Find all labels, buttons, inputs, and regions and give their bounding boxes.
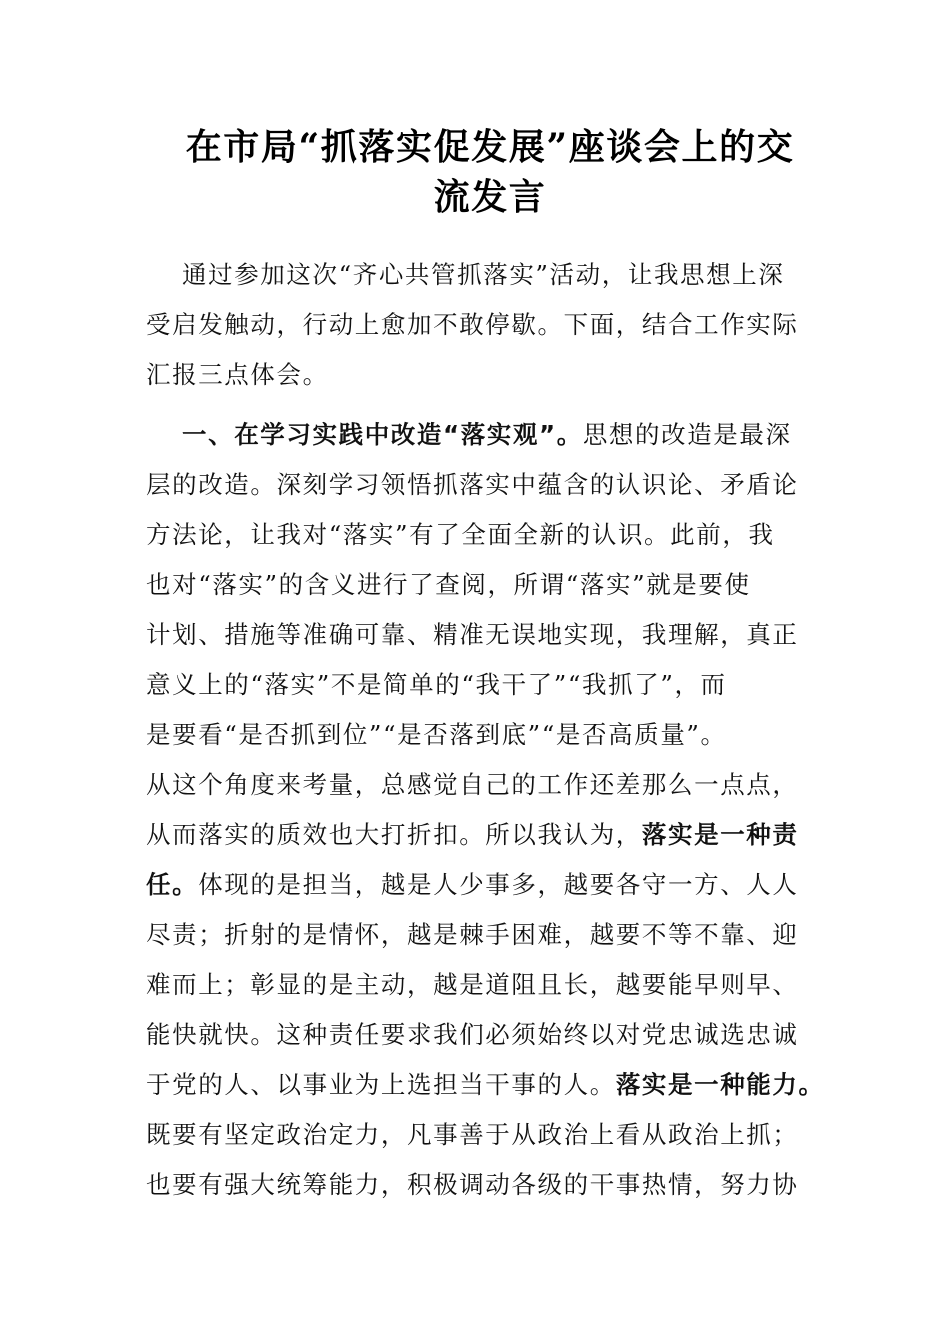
text-run: 思想的改造是最深 <box>582 420 792 449</box>
section-1-paragraph <box>146 410 826 1210</box>
text-line: 层的改造。深刻学习领悟抓落实中蕴含的认识论、矛盾论 <box>146 470 799 499</box>
document-body <box>146 250 826 1210</box>
bold-key-phrase: 任。 <box>146 870 199 899</box>
text-line: 也要有强大统筹能力，积极调动各级的干事热情，努力协 <box>146 1170 799 1199</box>
bold-key-phrase: 落实是一种能力。 <box>615 1070 825 1099</box>
text-line: 尽责；折射的是情怀，越是棘手困难，越要不等不靠、迎 <box>146 920 799 949</box>
text-line <box>146 860 826 910</box>
text-run: 于党的人、以事业为上选担当干事的人。 <box>146 1070 616 1099</box>
document-title <box>150 122 830 222</box>
text-line: 从这个角度来考量，总感觉自己的工作还差那么一点点， <box>146 770 799 799</box>
text-line: 计划、措施等准确可靠、精准无误地实现，我理解，真正 <box>146 620 799 649</box>
text-line: 既要有坚定政治定力，凡事善于从政治上看从政治上抓； <box>146 1120 799 1149</box>
text-line: 难而上；彰显的是主动，越是道阻且长，越要能早则早、 <box>146 970 799 999</box>
title-line: 在市局“抓落实促发展”座谈会上的交 <box>185 126 795 168</box>
section-heading: 一、在学习实践中改造“落实观”。 <box>182 420 583 449</box>
bold-key-phrase: 落实是一种责 <box>641 820 799 849</box>
text-line: 意义上的“落实”不是简单的“我干了”“我抓了”，而 <box>146 670 727 699</box>
title-line: 流发言 <box>433 176 547 218</box>
text-line: 方法论，让我对“落实”有了全面全新的认识。此前，我 <box>146 520 775 549</box>
text-line: 是要看“是否抓到位”“是否落到底”“是否高质量”。 <box>146 720 727 749</box>
text-line <box>146 1060 826 1110</box>
text-line: 能快就快。这种责任要求我们必须始终以对党忠诚选忠诚 <box>146 1020 799 1049</box>
text-line: 通过参加这次“齐心共管抓落实”活动，让我思想上深 <box>182 260 785 289</box>
text-line <box>146 410 826 460</box>
text-line: 也对“落实”的含义进行了查阅，所谓“落实”就是要使 <box>146 570 751 599</box>
intro-paragraph <box>146 250 826 400</box>
text-line: 受启发触动，行动上愈加不敢停歇。下面，结合工作实际 <box>146 310 799 339</box>
text-run: 从而落实的质效也大打折扣。所以我认为， <box>146 820 642 849</box>
text-line <box>146 810 826 860</box>
text-line: 汇报三点体会。 <box>146 360 329 389</box>
text-run: 体现的是担当，越是人少事多，越要各守一方、人人 <box>198 870 799 899</box>
